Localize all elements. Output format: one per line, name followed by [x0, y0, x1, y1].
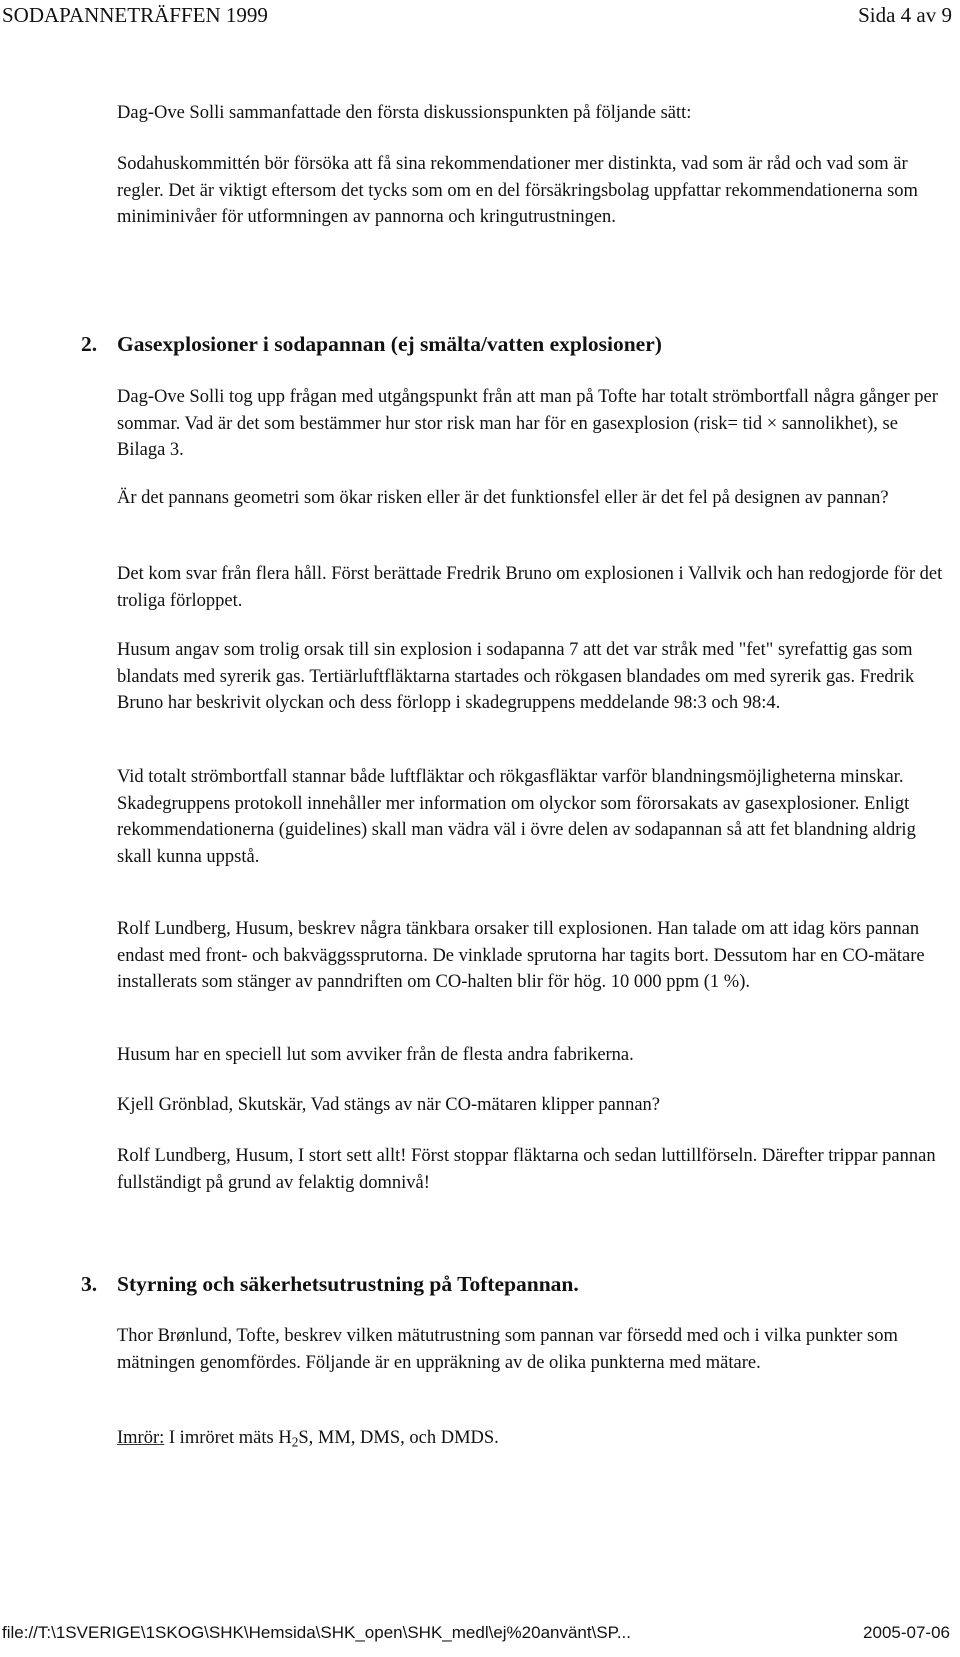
imror-subscript: 2: [291, 1434, 299, 1450]
section-2-paragraph-3: Det kom svar från flera håll. Först berättade Fredrik Bruno om explosionen i Vallvik och han redogjorde för det troliga förloppet.: [117, 564, 943, 611]
page-footer: [0, 1621, 960, 1651]
page-number: Sida 4 av 9: [858, 3, 952, 27]
document-title: SODAPANNETRÄFFEN 1999: [2, 3, 268, 27]
section-3-number: 3.: [81, 1272, 98, 1296]
section-2-paragraph-6: Rolf Lundberg, Husum, beskrev några tänkbara orsaker till explosionen. Han talade om att idag körs pannan endast med front- och bakväggssprutorna. De vinklade sprutorna har tagits bort. Dessutom har en CO-mätare installerats som stänger av panndriften om CO-halten blir för hög. 10 000 ppm (1 %).: [117, 919, 925, 992]
print-date: 2005-07-06: [863, 1623, 950, 1642]
page-header: [0, 0, 960, 32]
section-2-paragraph-7: Husum har en speciell lut som avviker från de flesta andra fabrikerna.: [117, 1045, 634, 1065]
intro-paragraph-2: Sodahuskommittén bör försöka att få sina rekommendationer mer distinkta, vad som är råd och vad som är regler. Det är viktigt eftersom det tycks som om en del försäkringsbolag uppfattar rekommendationerna som miniminivåer för utformningen av pannorna och kringutrustningen.: [117, 154, 918, 227]
imror-paragraph: [117, 1425, 947, 1452]
section-2-paragraph-5: Vid totalt strömbortfall stannar både luftfläktar och rökgasfläktar varför blandningsmöjligheterna minskar. Skadegruppens protokoll innehåller mer information om olyckor som förorsakats av gasexplosioner. Enligt rekommendationerna (guidelines) skall man vädra väl i övre delen av sodapannan så att fet blandning aldrig skall kunna uppstå.: [117, 767, 916, 867]
section-2-heading: [81, 330, 947, 358]
section-2-number: 2.: [81, 332, 98, 356]
section-3-paragraph-1: Thor Brønlund, Tofte, beskrev vilken mätutrustning som pannan var försedd med och i vilka punkter som mätningen genomfördes. Följande är en uppräkning av de olika punkterna med mätare.: [117, 1326, 898, 1373]
section-2-title: Gasexplosioner i sodapannan (ej smälta/vatten explosioner): [117, 332, 662, 356]
intro-paragraph-1: Dag-Ove Solli sammanfattade den första diskussionspunkten på följande sätt:: [117, 103, 692, 123]
file-path: file://T:\1SVERIGE\1SKOG\SHK\Hemsida\SHK_open\SHK_medl\ej%20använt\SP...: [2, 1623, 631, 1642]
imror-text-a: I imröret mäts H: [164, 1428, 292, 1448]
section-2-paragraph-8: Kjell Grönblad, Skutskär, Vad stängs av när CO-mätaren klipper pannan?: [117, 1095, 660, 1115]
section-2-paragraph-2: Är det pannans geometri som ökar risken eller är det funktionsfel eller är det fel på designen av pannan?: [117, 488, 889, 508]
section-3-heading: [81, 1270, 947, 1298]
imror-text-b: S, MM, DMS, och DMDS.: [298, 1428, 499, 1448]
section-2-paragraph-1: Dag-Ove Solli tog upp frågan med utgångspunkt från att man på Tofte har totalt strömbortfall några gånger per sommar. Vad är det som bestämmer hur stor risk man har för en gasexplosion (risk= tid × sannolikhet), se Bilaga 3.: [117, 387, 938, 460]
section-2-paragraph-9: Rolf Lundberg, Husum, I stort sett allt! Först stoppar fläktarna och sedan luttillförseln. Därefter trippar pannan fullständigt på grund av felaktig domnivå!: [117, 1146, 936, 1193]
section-3-title: Styrning och säkerhetsutrustning på Toftepannan.: [117, 1272, 579, 1296]
section-2-paragraph-4: Husum angav som trolig orsak till sin explosion i sodapanna 7 att det var stråk med "fet" syrefattig gas som blandats med syrerik gas. Tertiärluftfläktarna startades och rökgasen blandades om med syrerik gas. Fredrik Bruno har beskrivit olyckan och dess förlopp i skadegruppens meddelande 98:3 och 98:4.: [117, 640, 915, 713]
imror-label: Imrör:: [117, 1428, 165, 1448]
